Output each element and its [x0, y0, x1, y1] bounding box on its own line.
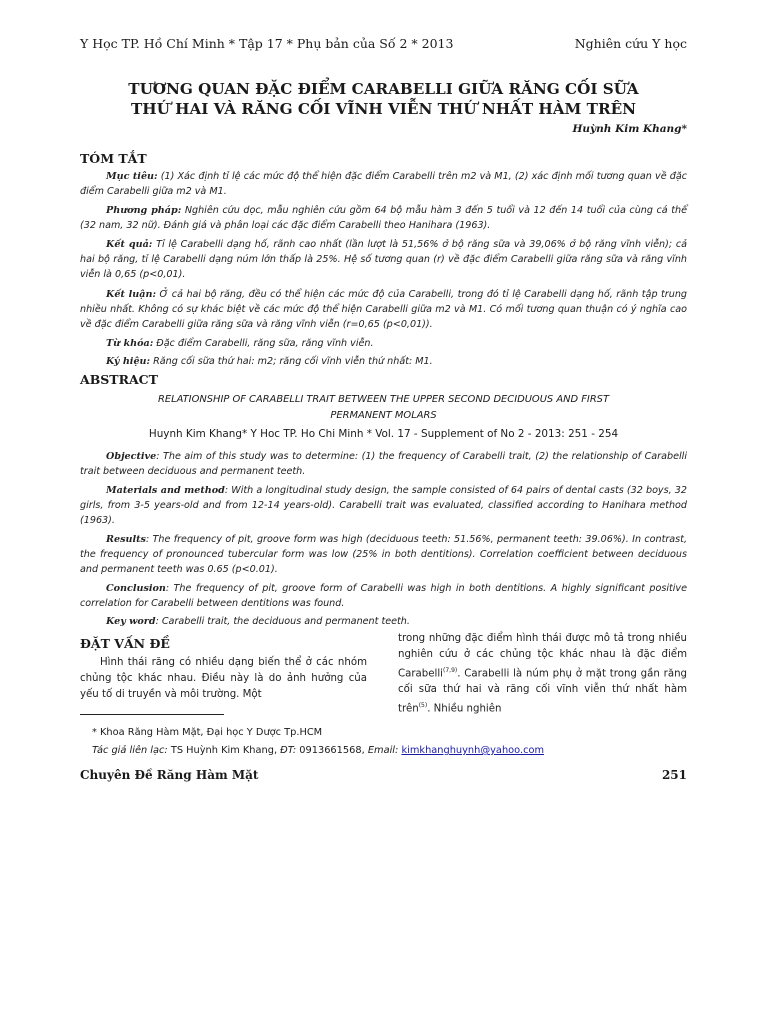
abstract-label: Results	[106, 534, 146, 545]
journal-info: Y Học TP. Hồ Chí Minh * Tập 17 * Phụ bản của Số 2 * 2013	[80, 36, 454, 51]
summary-label: Mục tiêu:	[106, 171, 158, 182]
summary-method	[80, 203, 687, 233]
abstract-label: Materials and method	[106, 485, 225, 496]
footer-section: Chuyên Đề Răng Hàm Mặt	[80, 768, 259, 782]
abstract-conclusion	[80, 581, 687, 611]
summary-results	[80, 237, 687, 282]
abstract-objective	[80, 449, 687, 479]
email-label: Email:	[367, 745, 399, 756]
summary-label: Kết luận:	[106, 289, 157, 300]
abstract-text: : Carabelli trait, the deciduous and permanent teeth.	[155, 616, 410, 627]
abstract-title	[80, 392, 687, 424]
abstract-label: Conclusion	[106, 583, 166, 594]
summary-conclusion	[80, 287, 687, 332]
summary-objective	[80, 169, 687, 199]
contact-label: Tác giả liên lạc:	[92, 745, 168, 756]
footnote-divider	[80, 714, 224, 715]
title-line-1: TƯƠNG QUAN ĐẶC ĐIỂM CARABELLI GIỮA RĂNG CỐI SỮA	[128, 80, 639, 98]
footnote-contact	[92, 745, 544, 756]
page-number: 251	[661, 768, 687, 782]
summary-text: Nghiên cứu dọc, mẫu nghiên cứu gồm 64 bộ mẫu hàm 3 đến 5 tuổi và 12 đến 14 tuổi của cùng cá thể (32 nam, 32 nữ). Đánh giá và phân loại các đặc điểm Carabelli theo Hanihara (1963).	[80, 205, 687, 231]
intro-heading: ĐẶT VẤN ĐỀ	[80, 636, 170, 651]
citation: Huynh Kim Khang* Y Hoc TP. Ho Chi Minh * Vol. 17 - Supplement of No 2 - 2013: 251 - 254	[148, 428, 619, 440]
abstract-text: : The aim of this study was to determine: (1) the frequency of Carabelli trait, (2) the relationship of Carabelli trait between deciduous and permanent teeth.	[80, 451, 687, 477]
summary-keywords	[80, 336, 687, 351]
summary-text: Răng cối sữa thứ hai: m2; răng cối vĩnh viễn thứ nhất: M1.	[150, 356, 433, 367]
intro-left-column: Hình thái răng có nhiều dạng biến thể ở các nhóm chủng tộc khác nhau. Điều này là do ảnh hưởng của yếu tố di truyền và môi trường. Một	[80, 657, 367, 700]
intro-right-column	[398, 631, 687, 718]
contact-name: TS Huỳnh Kim Khang,	[167, 745, 281, 756]
section-label: Nghiên cứu Y học	[574, 36, 687, 51]
summary-text: Đặc điểm Carabelli, răng sữa, răng vĩnh viễn.	[153, 338, 374, 349]
summary-label: Từ khóa:	[106, 338, 154, 349]
abstract-results	[80, 532, 687, 577]
abstract-label: Objective	[106, 451, 157, 462]
summary-abbreviations	[80, 354, 687, 369]
abstract-method	[80, 483, 687, 528]
summary-text: (1) Xác định tỉ lệ các mức độ thể hiện đặc điểm Carabelli trên m2 và M1, (2) xác định mối tương quan về đặc điểm Carabelli giữa m2 và M1.	[80, 171, 687, 197]
abstract-keywords	[80, 614, 687, 629]
email-link[interactable]: kimkhanghuynh@yahoo.com	[401, 745, 545, 756]
article-title	[80, 79, 687, 119]
abstract-label: Key word	[106, 616, 156, 627]
abstract-text: : With a longitudinal study design, the sample consisted of 64 pairs of dental casts (32 boys, 32 girls, from 3-5 years-old and from 12-14 years-old). Carabelli trait was evaluated, classified according to Hanihara method (1963).	[80, 485, 688, 526]
author-name: Huỳnh Kim Khang*	[572, 123, 687, 135]
intro-right-text-a: trong những đặc điểm hình thái được mô tả trong nhiều nghiên cứu ở các chủng tộc khác nhau là đặc điểm Carabelli	[398, 633, 687, 680]
title-line-2: THỨ HAI VÀ RĂNG CỐI VĨNH VIỄN THỨ NHẤT HÀM TRÊN	[130, 100, 637, 118]
reference-marker: (5)	[418, 702, 428, 710]
abstract-title-line-2: PERMANENT MOLARS	[330, 410, 437, 421]
summary-heading: TÓM TẮT	[80, 151, 147, 166]
intro-right-text-c: . Nhiều nghiên	[427, 703, 502, 715]
reference-marker: (7,9)	[443, 667, 458, 674]
intro-right-text-b: . Carabelli là núm phụ ở mặt trong gần răng cối sữa thứ hai và răng cối vĩnh viễn thứ nhất hàm trên	[398, 668, 687, 715]
phone-number: 0913661568,	[296, 745, 368, 756]
summary-label: Phương pháp:	[106, 205, 182, 216]
summary-label: Ký hiệu:	[106, 356, 151, 367]
abstract-heading: ABSTRACT	[80, 372, 158, 387]
summary-label: Kết quả:	[106, 239, 153, 250]
abstract-title-line-1: RELATIONSHIP OF CARABELLI TRAIT BETWEEN THE UPPER SECOND DECIDUOUS AND FIRST	[158, 394, 609, 405]
abstract-text: : The frequency of pit, groove form of Carabelli was high in both dentitions. A highly significant positive correlation for Carabelli between dentitions was found.	[80, 583, 687, 609]
abstract-text: : The frequency of pit, groove form was high (deciduous teeth: 51.56%, permanent teeth: 39.06%). In contrast, the frequency of pronounced tubercular form was low (25% in both dentitions). Correlation coefficient between deciduous and permanent teeth was 0.65 (p<0.01).	[80, 534, 687, 575]
summary-text: Tỉ lệ Carabelli dạng hố, rãnh cao nhất (lần lượt là 51,56% ở bộ răng sữa và 39,06% ở bộ răng vĩnh viễn); cả hai bộ răng, tỉ lệ Carabelli dạng núm lớn thấp là 25%. Hệ số tương quan (r) về đặc điểm Carabelli giữa răng sữa và răng vĩnh viễn là 0,65 (p<0,01).	[80, 239, 687, 280]
phone-label: ĐT:	[280, 745, 297, 756]
footnote-affiliation: * Khoa Răng Hàm Mặt, Đại học Y Dược Tp.HCM	[92, 727, 323, 738]
summary-text: Ở cả hai bộ răng, đều có thể hiện các mức độ của Carabelli, trong đó tỉ lệ Carabelli dạng hố, rãnh tập trung nhiều nhất. Không có sự khác biệt về các mức độ thể hiện Carabelli giữa m2 và M1. Có mối tương quan thuận có ý nghĩa cao về đặc điểm Carabelli giữa răng sữa và răng vĩnh viễn (r=0,65 (p<0,01)).	[80, 289, 687, 330]
